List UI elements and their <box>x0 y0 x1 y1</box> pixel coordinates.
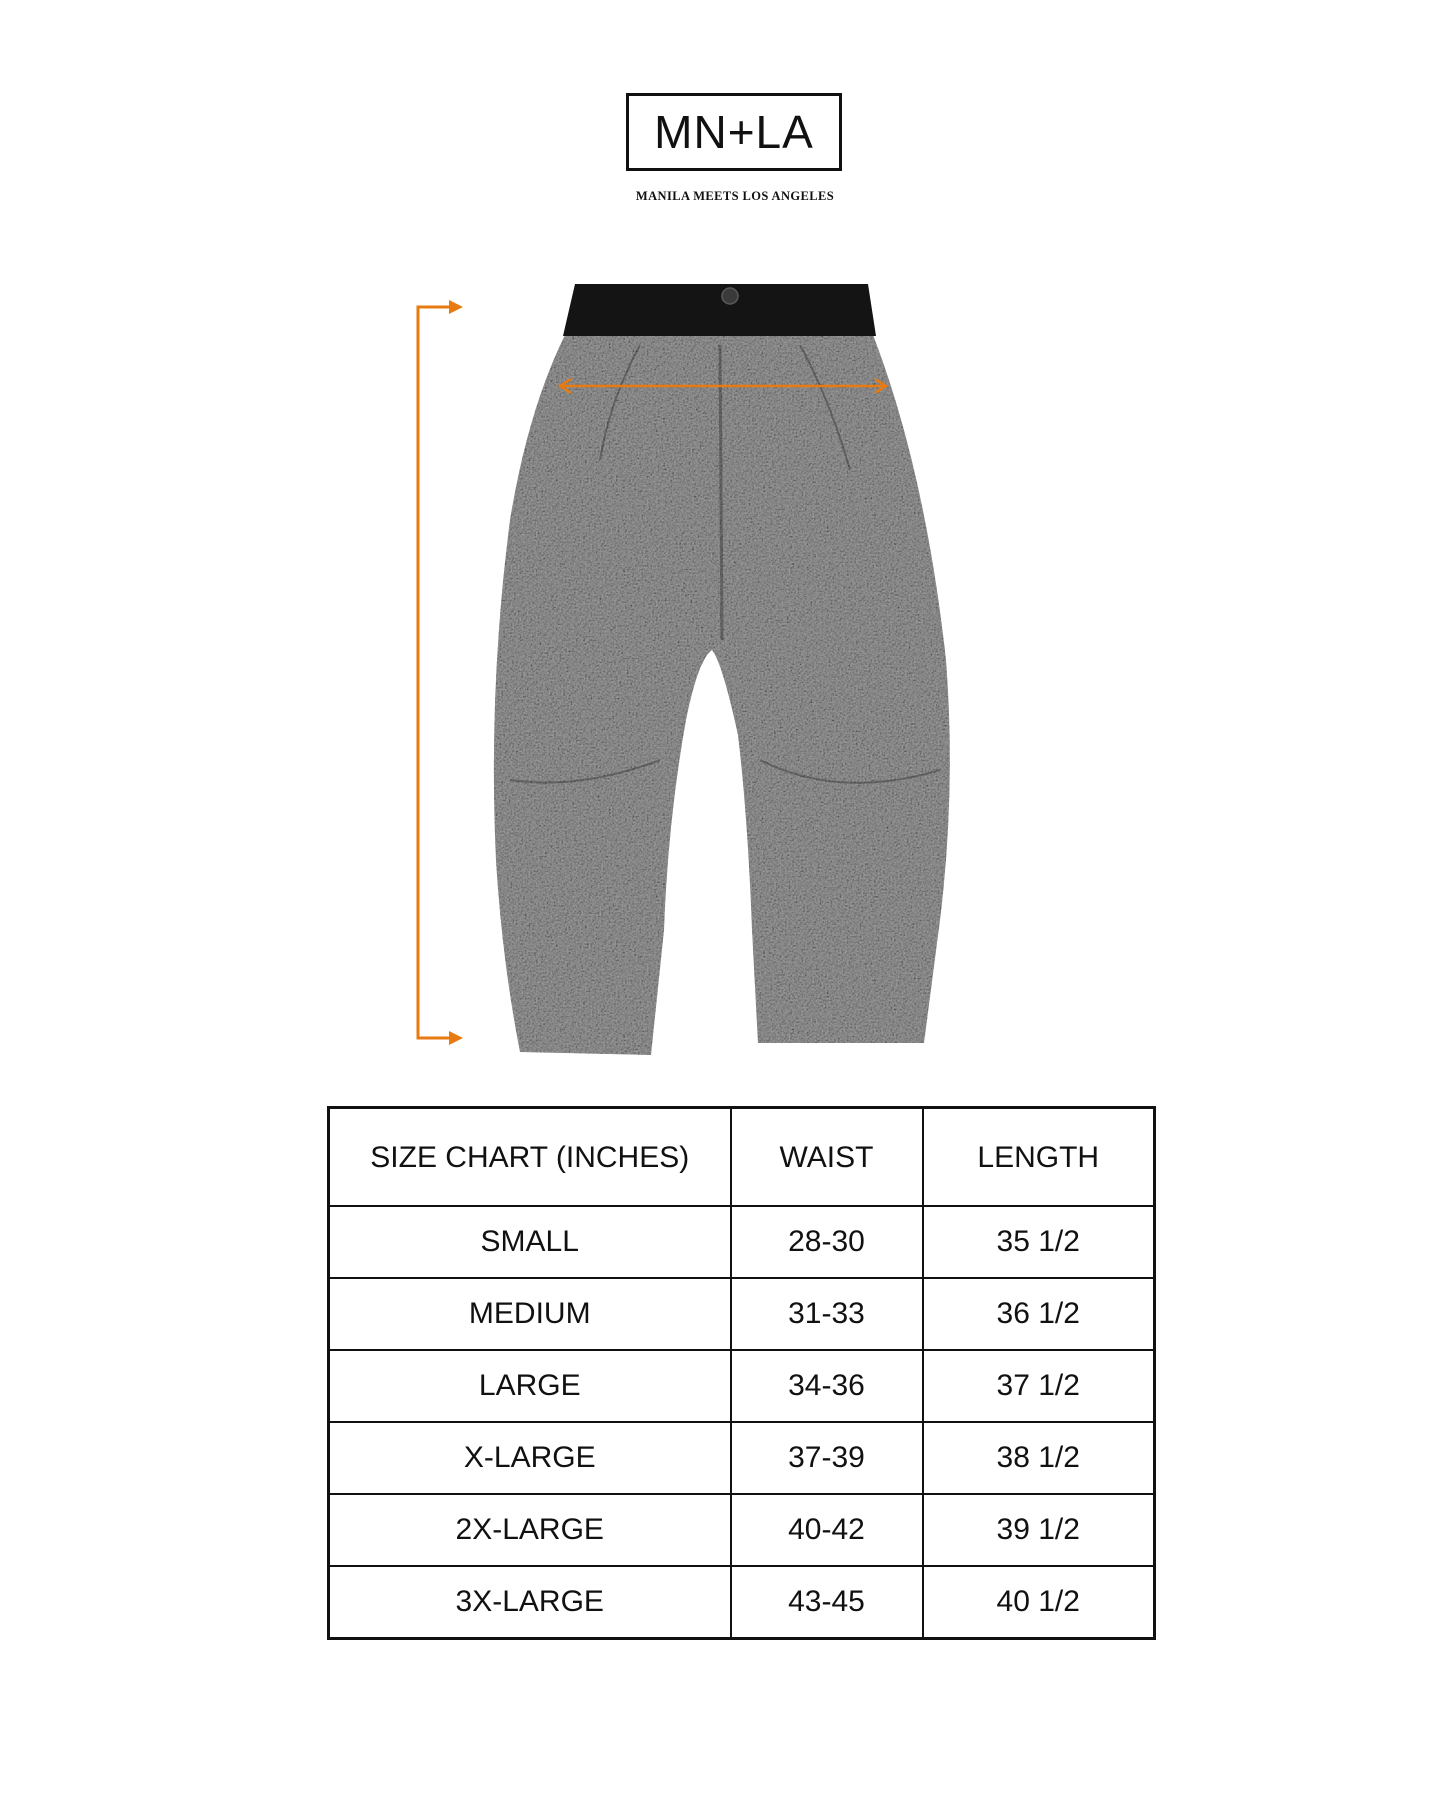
table-row <box>329 1278 1155 1350</box>
waist-cell: 34-36 <box>731 1350 923 1422</box>
length-cell: 39 1/2 <box>923 1494 1155 1566</box>
length-cell: 36 1/2 <box>923 1278 1155 1350</box>
waist-cell: 37-39 <box>731 1422 923 1494</box>
length-measurement-arrow <box>418 300 463 1045</box>
table-row <box>329 1350 1155 1422</box>
waist-cell: 31-33 <box>731 1278 923 1350</box>
pants-image <box>494 284 950 1055</box>
size-cell: X-LARGE <box>329 1422 731 1494</box>
size-cell: SMALL <box>329 1206 731 1278</box>
waist-cell: 43-45 <box>731 1566 923 1639</box>
length-cell: 40 1/2 <box>923 1566 1155 1639</box>
size-cell: MEDIUM <box>329 1278 731 1350</box>
pants-waistband <box>563 284 876 336</box>
length-cell: 37 1/2 <box>923 1350 1155 1422</box>
size-cell: 2X-LARGE <box>329 1494 731 1566</box>
table-row <box>329 1422 1155 1494</box>
waist-cell: 28-30 <box>731 1206 923 1278</box>
size-chart-table <box>327 1106 1156 1640</box>
header-size: SIZE CHART (INCHES) <box>329 1108 731 1207</box>
header-length: LENGTH <box>923 1108 1155 1207</box>
header-waist: WAIST <box>731 1108 923 1207</box>
length-cell: 35 1/2 <box>923 1206 1155 1278</box>
size-cell: 3X-LARGE <box>329 1566 731 1639</box>
brand-tagline: MANILA MEETS LOS ANGELES <box>635 189 835 203</box>
length-cell: 38 1/2 <box>923 1422 1155 1494</box>
size-chart-header-row <box>329 1108 1155 1207</box>
table-row <box>329 1206 1155 1278</box>
table-row <box>329 1566 1155 1639</box>
waist-cell: 40-42 <box>731 1494 923 1566</box>
table-row <box>329 1494 1155 1566</box>
pants-button <box>722 288 738 304</box>
brand-logo-text: MN+LA <box>654 106 814 158</box>
size-cell: LARGE <box>329 1350 731 1422</box>
